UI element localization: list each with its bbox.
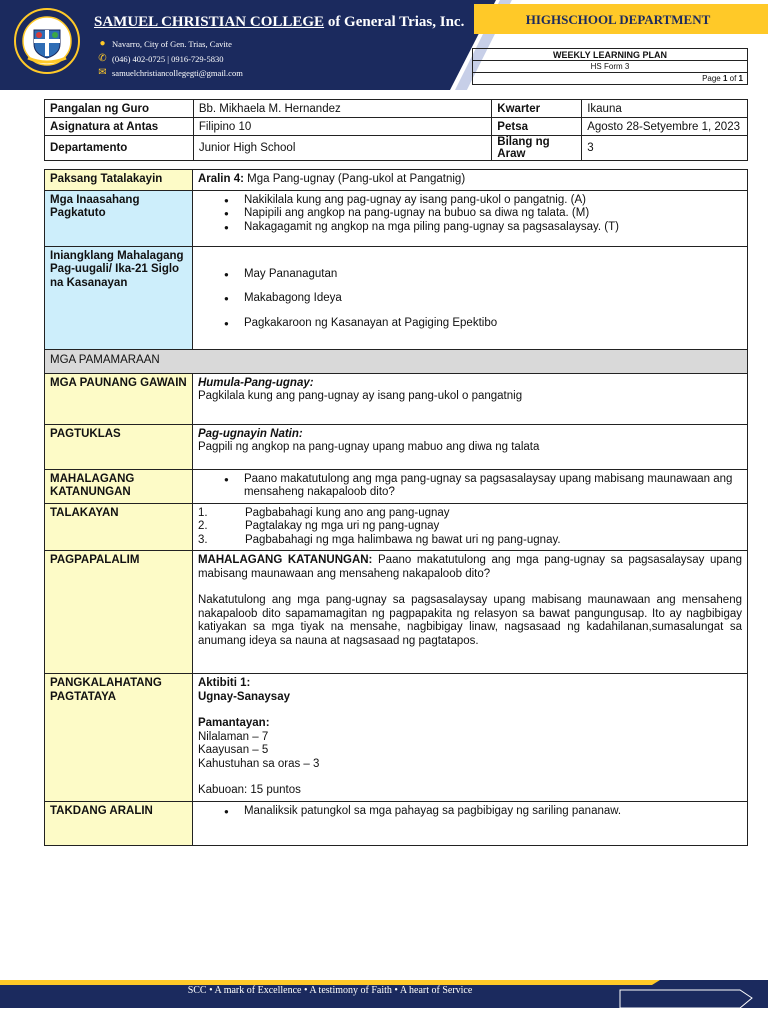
guro-label: Pangalan ng Guro <box>45 100 194 118</box>
list-item: ● Makabagong Ideya <box>224 292 742 306</box>
list-item: ● Nakikilala kung ang pag-ugnay ay isang pang-ukol o pangatnig. (A) <box>224 194 742 208</box>
pagpapalalim-text: Nakatutulong ang mga pang-ugnay sa pagsasalaysay upang mabisang maunawaan ang mensaheng nakapaloob dito sapamamagitan ng pagpapakita ng relasyon sa bawat pangungusap. Ito ay nagbibigay katiyakan sa mga tiyak na mensahe, nagbibigay linaw, nagsasaad ng kadahilanan,sumasalungat sa anumang ideya sa nauna at nagsasaad ng pagtatapos. <box>197 594 742 647</box>
table-row <box>45 469 748 503</box>
aktibiti-title: Ugnay-Sanaysay <box>197 690 290 703</box>
paunang-gawain-cell <box>192 373 747 424</box>
list-item: 2. Pagtalakay ng mga uri ng pang-ugnay <box>197 520 440 532</box>
pagtuklas-label: PAGTUKLAS <box>45 424 193 469</box>
kwarter-value: Ikauna <box>582 100 748 118</box>
pamantayan-item: Nilalaman – 7 <box>197 730 269 743</box>
school-seal-logo <box>14 8 80 74</box>
pagpapalalim-cell <box>192 551 747 674</box>
email-text: samuelchristiancollegegti@gmail.com <box>112 67 243 78</box>
pamantayan-item: Kaayusan – 5 <box>197 744 269 756</box>
kabuoan-text: Kabuoan: 15 puntos <box>197 784 301 796</box>
departamento-value: Junior High School <box>193 136 491 161</box>
petsa-value: Agosto 28-Setyembre 1, 2023 <box>582 118 748 136</box>
school-email <box>96 67 243 78</box>
table-row <box>45 349 748 373</box>
katanungan-cell <box>192 469 747 503</box>
school-name-main: SAMUEL CHRISTIAN COLLEGE <box>94 14 325 30</box>
table-row <box>45 503 748 551</box>
address-text: Navarro, City of Gen. Trias, Cavite <box>112 38 232 49</box>
paksa-label: Paksang Tatalakayin <box>45 170 193 191</box>
list-item: ● May Pananagutan <box>224 268 742 282</box>
takdang-aralin-label: TAKDANG ARALIN <box>45 801 193 845</box>
asignatura-label: Asignatura at Antas <box>45 118 194 136</box>
school-name-suffix: of General Trias, Inc. <box>324 14 465 30</box>
pamantayan-label: Pamantayan: <box>197 717 270 729</box>
departamento-label: Departamento <box>45 136 194 161</box>
talakayan-list <box>198 507 742 548</box>
pamamaraan-heading: MGA PAMAMARAAN <box>45 349 748 373</box>
table-row <box>45 373 748 424</box>
table-row <box>45 190 748 246</box>
pagpapalalim-label: PAGPAPALALIM <box>45 551 193 674</box>
table-row <box>45 801 748 845</box>
aktibiti-number: Aktibiti 1: <box>197 677 251 689</box>
phone-text: (046) 402-0725 | 0916-729-5830 <box>112 53 224 64</box>
teacher-info-table <box>44 99 748 161</box>
aralin-number: Aralin 4: <box>197 173 244 185</box>
list-item: ● Pagkakaroon ng Kasanayan at Pagiging Epektibo <box>224 317 742 331</box>
table-row <box>45 551 748 674</box>
asignatura-value: Filipino 10 <box>193 118 491 136</box>
doc-title: WEEKLY LEARNING PLAN <box>473 49 748 61</box>
phone-icon: ✆ <box>98 53 107 64</box>
list-item: ● Napipili ang angkop na pang-ugnay na bubuo sa diwa ng talata. (M) <box>224 207 742 221</box>
bilang-araw-value: 3 <box>582 136 748 161</box>
list-item: ● Nakagagamit ng angkop na mga piling pang-ugnay sa pagsasalaysay. (T) <box>224 221 742 235</box>
table-row <box>45 170 748 191</box>
department-title: HIGHSCHOOL DEPARTMENT <box>525 12 711 27</box>
pagtuklas-text: Pagpili ng angkop na pang-ugnay upang mabuo ang diwa ng talata <box>197 441 540 453</box>
list-item: ● Manaliksik patungkol sa mga pahayag sa pagbibigay ng sariling pananaw. <box>224 805 742 819</box>
pag-uugali-list <box>198 250 742 331</box>
school-phone <box>96 53 223 64</box>
table-row <box>45 674 748 802</box>
school-address <box>96 38 232 49</box>
petsa-label: Petsa <box>492 118 582 136</box>
takdang-list <box>198 805 742 819</box>
kwarter-label: Kwarter <box>492 100 582 118</box>
inaasahan-list <box>198 194 742 235</box>
pagtuklas-title: Pag-ugnayin Natin: <box>197 427 303 440</box>
paunang-title: Humula-Pang-ugnay: <box>197 376 314 389</box>
inaasahan-cell <box>192 190 747 246</box>
school-motto: SCC • A mark of Excellence • A testimony of Faith • A heart of Service <box>187 985 473 996</box>
location-pin-icon: ● <box>99 38 106 49</box>
paunang-gawain-label: MGA PAUNANG GAWAIN <box>45 373 193 424</box>
pagpapalalim-question: MAHALAGANG KATANUNGAN: Paano makatutulong ang mga pang-ugnay sa pagsasalaysay upang mabisang maunawaan ang mensaheng nakapaloob dito? <box>197 554 742 580</box>
document-info-box <box>472 48 748 85</box>
bilang-araw-label: Bilang ng Araw <box>492 136 582 161</box>
learning-plan-table <box>44 169 748 846</box>
paksa-cell <box>192 170 747 191</box>
list-item: 3. Pagbabahagi ng mga halimbawa ng bawat uri ng pang-ugnay. <box>197 533 561 546</box>
table-row <box>45 424 748 469</box>
pagtataya-cell <box>192 674 747 802</box>
talakayan-label: TALAKAYAN <box>45 503 193 551</box>
pagtuklas-cell <box>192 424 747 469</box>
list-item: ● Paano makatutulong ang mga pang-ugnay sa pagsasalaysay upang mabisang maunawaan ang mensaheng nakapaloob dito? <box>224 473 742 500</box>
pag-uugali-label: Iniangklang Mahalagang Pag-uugali/ Ika-21 Siglo na Kasanayan <box>45 246 193 349</box>
list-item: 1. Pagbabahagi kung ano ang pang-ugnay <box>197 506 450 519</box>
pagtataya-label: PANGKALAHATANG PAGTATAYA <box>45 674 193 802</box>
paksa-value: Mga Pang-ugnay (Pang-ukol at Pangatnig) <box>243 173 466 185</box>
page-indicator: Page 1 of 1 <box>473 73 748 85</box>
katanungan-label: MAHALAGANG KATANUNGAN <box>45 469 193 503</box>
talakayan-cell <box>192 503 747 551</box>
envelope-icon: ✉ <box>98 67 107 78</box>
table-row <box>45 246 748 349</box>
pamantayan-item: Kahustuhan sa oras – 3 <box>197 757 320 770</box>
takdang-aralin-cell <box>192 801 747 845</box>
pag-uugali-cell <box>192 246 747 349</box>
guro-value: Bb. Mikhaela M. Hernandez <box>193 100 491 118</box>
paunang-text: Pagkilala kung ang pang-ugnay ay isang pang-ukol o pangatnig <box>197 390 523 402</box>
form-number: HS Form 3 <box>473 61 748 73</box>
inaasahan-label: Mga Inaasahang Pagkatuto <box>45 190 193 246</box>
katanungan-list <box>198 473 742 500</box>
school-name <box>94 14 464 31</box>
page-header <box>0 0 768 90</box>
